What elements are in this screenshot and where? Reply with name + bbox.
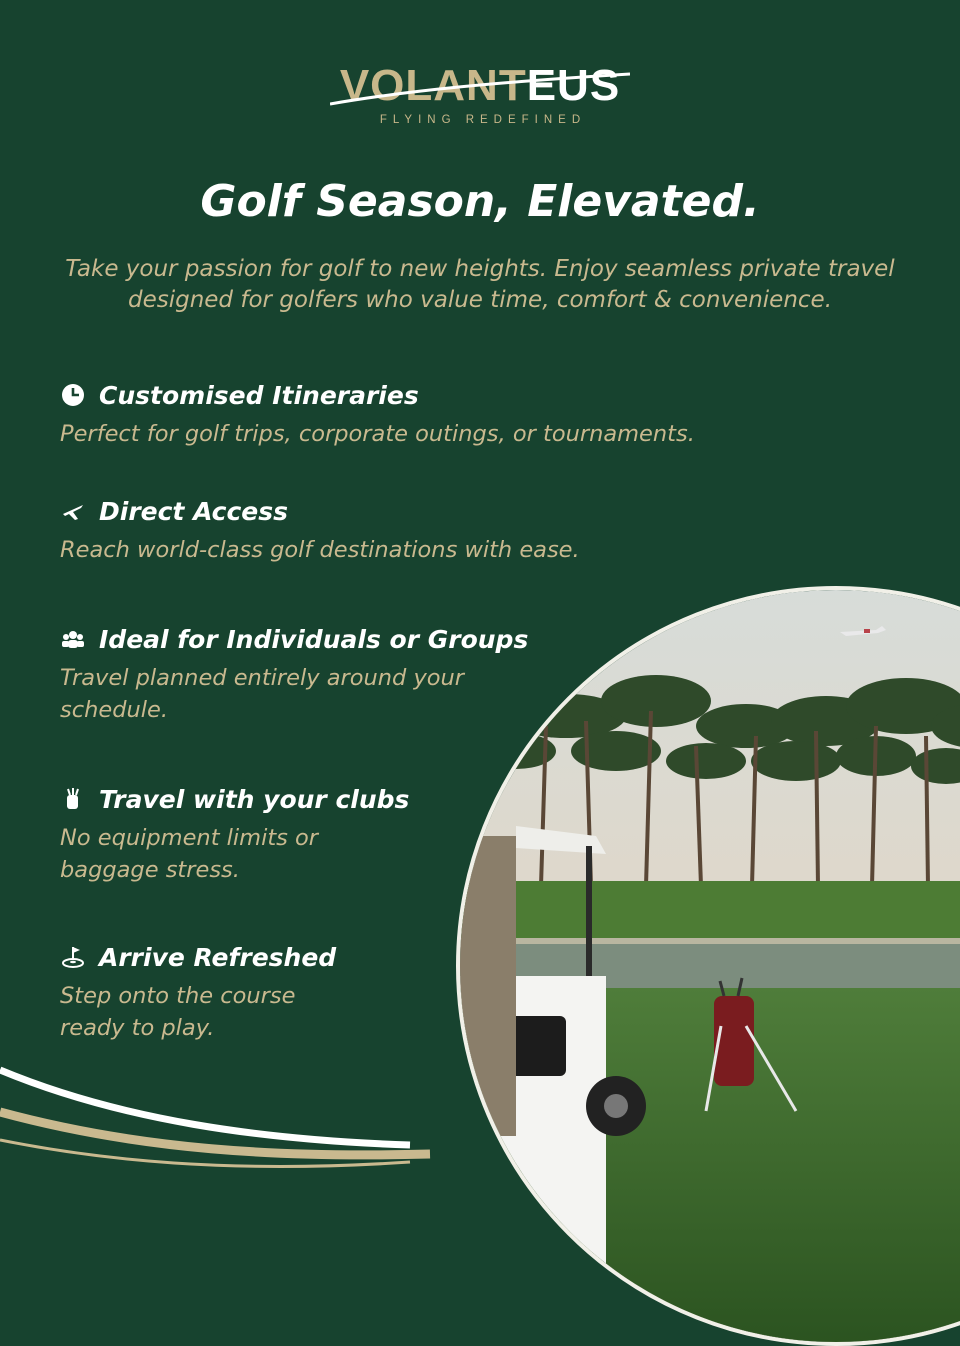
feature-description: Perfect for golf trips, corporate outings, or tournaments. — [60, 421, 695, 447]
feature-title: Arrive Refreshed — [99, 942, 337, 972]
page-title: Golf Season, Elevated. — [200, 176, 760, 227]
feature-title: Ideal for Individuals or Groups — [99, 624, 529, 654]
decorative-swoosh — [0, 1040, 460, 1200]
feature-title: Customised Itineraries — [99, 380, 419, 410]
feature-description: No equipment limits or baggage stress. — [60, 825, 319, 883]
brand-logo — [0, 60, 960, 126]
group-icon — [60, 626, 86, 652]
intro-text: Take your passion for golf to new heights. Enjoy seamless private travel designed for golfers who value time, comfort & convenience. — [65, 256, 895, 313]
feature-description: Reach world-class golf destinations with ease. — [60, 537, 580, 563]
brand-name-part1: VOLANT — [339, 61, 527, 110]
feature-item — [60, 494, 580, 566]
brand-tagline: FLYING REDEFINED — [379, 114, 587, 126]
golf-course-photo — [456, 586, 960, 1346]
feature-item — [60, 940, 360, 1044]
golf-hole-icon — [60, 944, 86, 970]
clock-icon — [60, 382, 86, 408]
logo-swoosh — [330, 70, 630, 110]
feature-description: Step onto the course ready to play. — [60, 983, 296, 1041]
feature-title: Travel with your clubs — [99, 784, 410, 814]
feature-item — [60, 378, 695, 450]
feature-description: Travel planned entirely around your schedule. — [60, 665, 465, 723]
airplane-icon — [60, 498, 86, 524]
feature-title: Direct Access — [99, 496, 289, 526]
feature-item — [60, 782, 410, 886]
golf-bag-icon — [60, 786, 86, 812]
brand-name-part2: EUS — [526, 61, 621, 110]
feature-item — [60, 622, 529, 726]
